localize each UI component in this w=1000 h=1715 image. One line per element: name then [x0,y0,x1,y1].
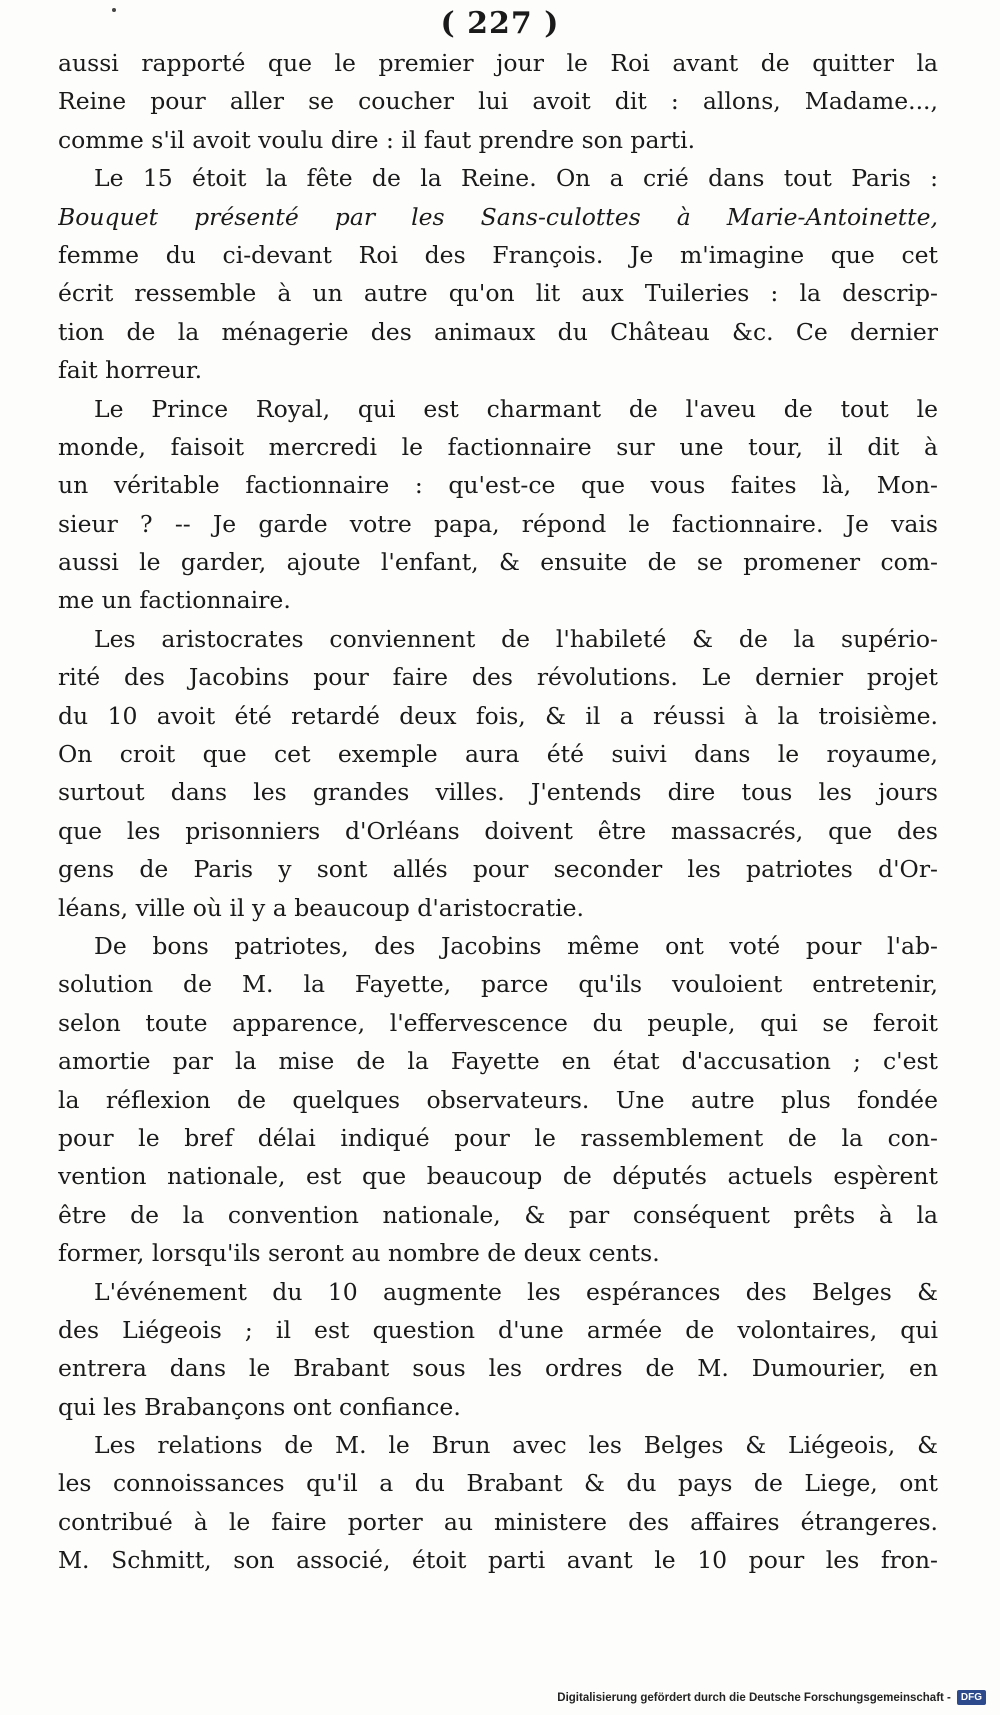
text-line: qui les Brabançons ont confiance. [58,1392,461,1421]
text-line: monde, faisoit mercredi le factionnaire sur une tour, il dit à [58,432,938,461]
text-line: vention nationale, est que beaucoup de députés actuels espèrent [58,1162,938,1191]
text-line: rité des Jacobins pour faire des révolutions. Le dernier projet [58,663,938,692]
text-line: Reine pour aller se coucher lui avoit dit : allons, Madame..., [58,87,938,116]
credit-text: Digitalisierung gefördert durch die Deutsche Forschungsgemeinschaft - [557,1691,951,1704]
text-line: Les aristocrates conviennent de l'habileté & de la supério- [94,624,938,653]
text-line: écrit ressemble à un autre qu'on lit aux Tuileries : la descrip- [58,279,938,308]
text-line: du 10 avoit été retardé deux fois, & il a réussi à la troisième. [58,701,938,730]
text-line: gens de Paris y sont allés pour seconder les patriotes d'Or- [58,855,938,884]
text-line: me un factionnaire. [58,586,291,615]
text-line: aussi rapporté que le premier jour le Roi avant de quitter la [58,49,938,77]
text-line: la réflexion de quelques observateurs. Une autre plus fondée [58,1085,938,1114]
text-line: léans, ville où il y a beaucoup d'aristocratie. [58,893,584,922]
text-line: tion de la ménagerie des animaux du Château &c. Ce dernier [58,317,938,346]
text-line: surtout dans les grandes villes. J'entends dire tous les jours [58,778,938,807]
page-number: ( 227 ) [440,6,560,41]
text-line: Le 15 étoit la fête de la Reine. On a crié dans tout Paris : [94,164,938,193]
text-line: un véritable factionnaire : qu'est-ce que vous faites là, Mon- [58,471,938,500]
text-line: M. Schmitt, son associé, étoit parti avant le 10 pour les fron- [58,1546,938,1575]
text-line: Bouquet présenté par les Sans-culottes à Marie-Antoinette, [58,202,938,231]
text-line: entrera dans le Brabant sous les ordres de M. Dumourier, en [58,1354,938,1383]
text-line: selon toute apparence, l'effervescence du peuple, qui se feroit [58,1008,938,1037]
body-text [58,44,938,1580]
text-line: fait horreur. [58,356,203,385]
text-line: sieur ? -- Je garde votre papa, répond le factionnaire. Je vais [58,509,938,538]
dfg-logo-icon: DFG [957,1690,986,1705]
text-line: Le Prince Royal, qui est charmant de l'aveu de tout le [94,394,938,423]
text-line: former, lorsqu'ils seront au nombre de deux cents. [58,1239,660,1268]
text-line: que les prisonniers d'Orléans doivent être massacrés, que des [58,816,938,845]
text-line: aussi le garder, ajoute l'enfant, & ensuite de se promener com- [58,548,938,577]
text-line: les connoissances qu'il a du Brabant & du pays de Liege, ont [58,1469,938,1498]
text-line: comme s'il avoit voulu dire : il faut prendre son parti. [58,125,696,154]
text-line: être de la convention nationale, & par conséquent prêts à la [58,1200,938,1229]
text-line: solution de M. la Fayette, parce qu'ils vouloient entretenir, [58,970,938,999]
text-line: Les relations de M. le Brun avec les Belges & Liégeois, & [94,1431,938,1460]
text-line: contribué à le faire porter au ministere des affaires étrangeres. [58,1507,938,1536]
text-line: amortie par la mise de la Fayette en état d'accusation ; c'est [58,1047,938,1076]
digitization-credit [557,1690,986,1705]
text-line: L'événement du 10 augmente les espérances des Belges & [94,1277,938,1306]
text-line: De bons patriotes, des Jacobins même ont voté pour l'ab- [94,931,938,960]
text-line: pour le bref délai indiqué pour le rassemblement de la con- [58,1123,938,1152]
text-line: On croit que cet exemple aura été suivi dans le royaume, [58,740,938,769]
text-line: des Liégeois ; il est question d'une armée de volontaires, qui [58,1315,938,1344]
text-line: femme du ci-devant Roi des François. Je m'imagine que cet [58,240,938,269]
